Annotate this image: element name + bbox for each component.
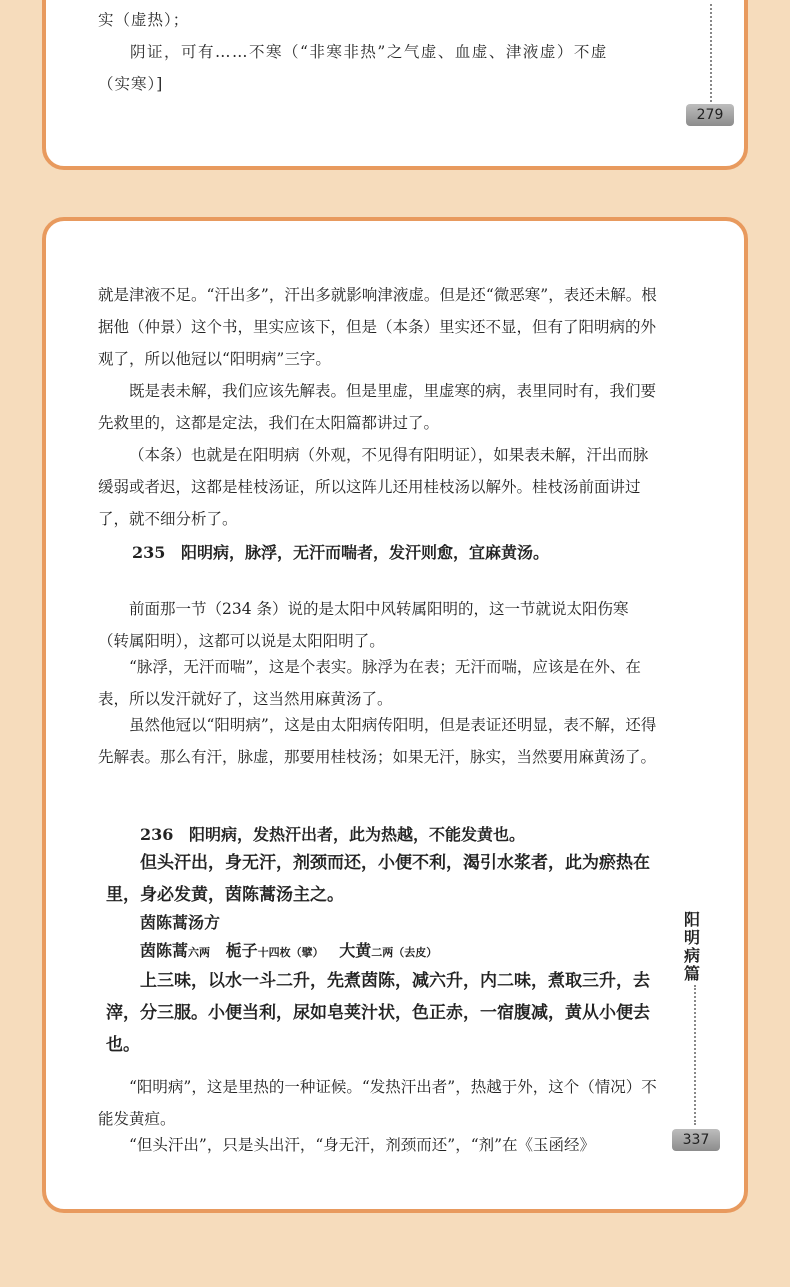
formula-method: 上三味，以水一斗二升，先煮茵陈，减六升，内二味，煮取三升，去滓，分三服。小便当利，尿如皂荚汁状，色正赤，一宿腹减，黄从小便去也。: [106, 971, 650, 1055]
ingredient-3-name: 大黄: [339, 941, 372, 960]
paragraph-235-3: 虽然他冠以“阳明病”，这是由太阳病传阳明，但是表证还明显，表不解，还得先解表。那么有汗，脉虚，那要用桂枝汤；如果无汗，脉实，当然要用麻黄汤了。: [98, 716, 657, 766]
side-title-char-3: 病: [683, 946, 700, 965]
formula-title: 茵陈蒿汤方: [140, 913, 221, 932]
side-title-char-4: 篇: [683, 964, 700, 983]
main-side-divider: [694, 985, 696, 1125]
top-side-divider: [710, 4, 712, 102]
clause-235: [132, 537, 672, 569]
ingredient-1-amount: 六两: [188, 946, 211, 959]
clause-236-continuation: 但头汗出，身无汗，剂颈而还，小便不利，渴引水浆者，此为瘀热在里，身必发黄，茵陈蒿汤主之。: [106, 853, 650, 905]
chapter-side-title: [682, 911, 702, 983]
paragraph-1: 就是津液不足。“汗出多”，汗出多就影响津液虚。但是还“微恶寒”，表还未解。根据他（仲景）这个书，里实应该下，但是（本条）里实还不显，但有了阳明病的外观了，所以他冠以“阳明病”三字。: [98, 286, 657, 368]
paragraph-3: （本条）也就是在阳明病（外观，不见得有阳明证），如果表未解，汗出而脉缓弱或者迟，这都是桂枝汤证，所以这阵儿还用桂枝汤以解外。桂枝汤前面讲过了，就不细分析了。: [98, 446, 649, 528]
side-title-char-2: 明: [683, 928, 700, 947]
side-title-char-1: 阳: [683, 910, 700, 929]
formula-ingredients: [140, 935, 660, 969]
current-page-card: [42, 217, 748, 1213]
paragraph-236-1: “阳明病”，这是里热的一种证候。“发热汗出者”，热越于外，这个（情况）不能发黄疸。: [98, 1078, 657, 1128]
paragraph-235-2: “脉浮，无汗而喘”，这是个表实。脉浮为在表；无汗而喘，应该是在外、在表，所以发汗就好了，这当然用麻黄汤了。: [98, 658, 641, 708]
clause-235-text: 阳明病，脉浮，无汗而喘者，发汗则愈，宜麻黄汤。: [180, 543, 549, 562]
ingredient-2-amount: 十四枚: [257, 946, 291, 959]
page-number-279: 279: [686, 104, 734, 126]
ingredient-3-note: （去皮）: [393, 946, 438, 959]
clause-236-text: 阳明病，发热汗出者，此为热越，不能发黄也。: [188, 825, 525, 844]
page-number-337: 337: [672, 1129, 720, 1151]
ingredient-2-name: 栀子: [225, 941, 258, 960]
ingredient-3-amount: 二两: [371, 946, 394, 959]
paragraph-235-1: 前面那一节（234 条）说的是太阳中风转属阳明的，这一节就说太阳伤寒（转属阳明），这都可以说是太阳阳明了。: [98, 600, 629, 650]
ingredient-2-note: （擘）: [290, 946, 324, 959]
previous-page-card: [42, 0, 748, 170]
top-line-3: （实寒）]: [98, 75, 164, 93]
top-line-2: 阴证，可有……不寒（“非寒非热”之气虚、血虚、津液虚）不虚: [130, 43, 608, 61]
clause-236-number: 236: [140, 825, 174, 844]
paragraph-2: 既是表未解，我们应该先解表。但是里虚，里虚寒的病，表里同时有，我们要先救里的，这都是定法，我们在太阳篇都讲过了。: [98, 382, 657, 432]
ingredient-1-name: 茵陈蒿: [140, 941, 189, 960]
clause-235-number: 235: [132, 543, 166, 562]
top-line-1: 实（虚热）；: [98, 11, 190, 29]
paragraph-236-2: “但头汗出”，只是头出汗，“身无汗，剂颈而还”，“剂”在《玉函经》: [129, 1136, 596, 1154]
